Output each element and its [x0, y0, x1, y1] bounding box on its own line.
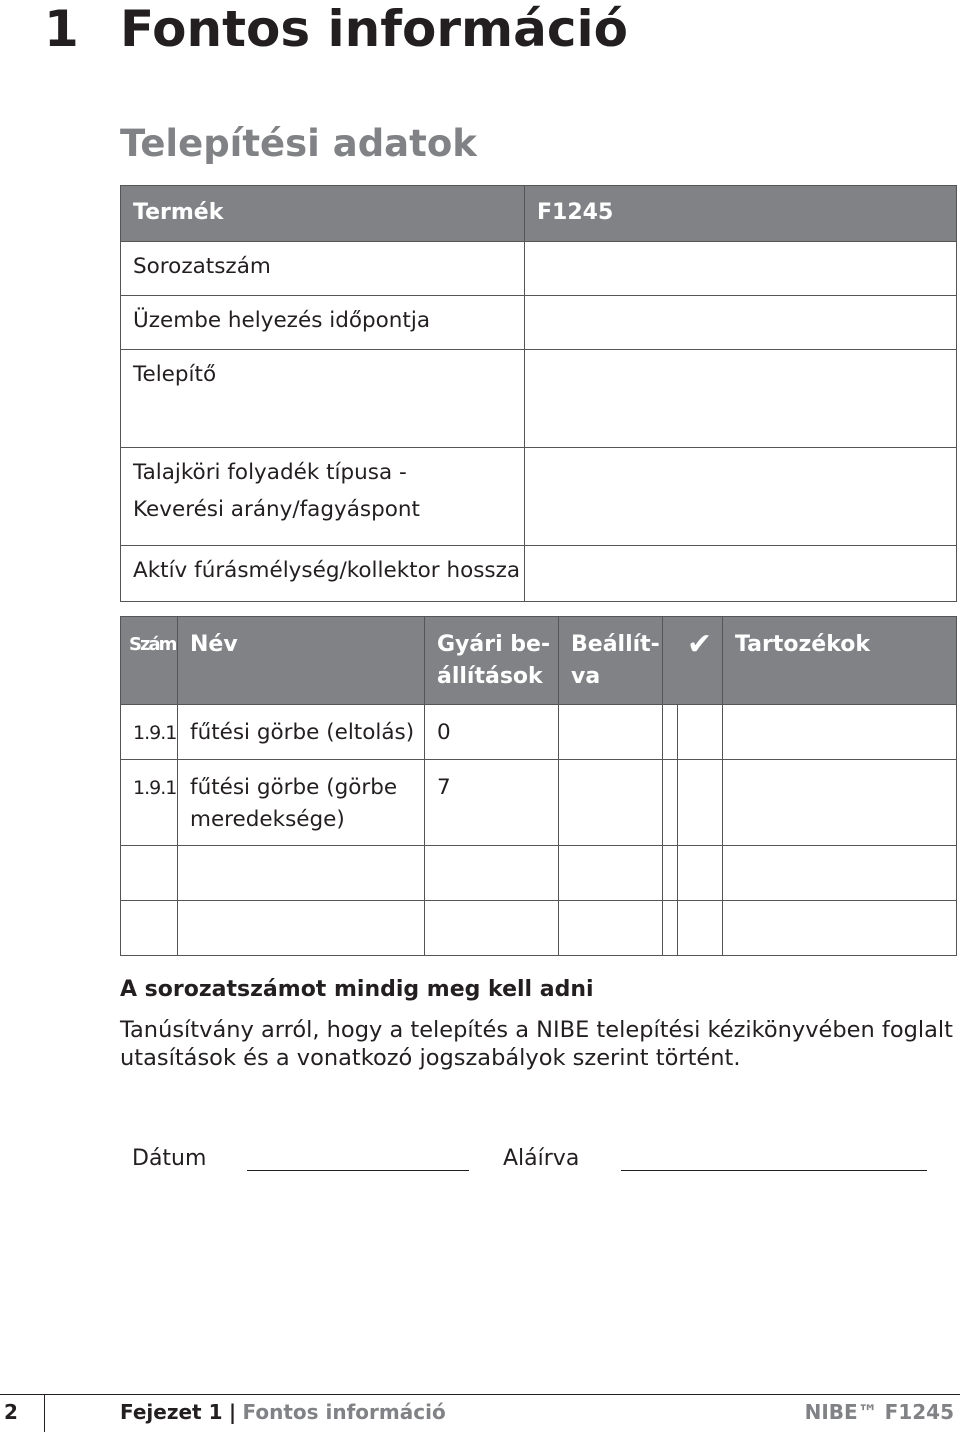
chapter-number: 1	[44, 0, 79, 58]
signature-line[interactable]	[621, 1170, 927, 1171]
date-line[interactable]	[247, 1170, 469, 1171]
setting-set-field[interactable]	[559, 760, 663, 846]
setting-factory-value: 0	[425, 705, 559, 760]
empty-accessory-field[interactable]	[723, 901, 957, 956]
commission-date-field[interactable]	[525, 296, 957, 350]
section-title: Telepítési adatok	[120, 122, 477, 165]
row-label-commission-date: Üzembe helyezés időpontja	[121, 296, 525, 350]
footer-product: NIBE™ F1245	[804, 1400, 954, 1424]
page-title: Fontos információ	[120, 0, 628, 58]
col-header-accessories: Tartozékok	[723, 617, 957, 705]
installation-data-table	[120, 185, 957, 602]
signed-label: Aláírva	[503, 1146, 580, 1171]
footer-divider	[0, 1394, 960, 1395]
empty-check-cell[interactable]	[663, 846, 723, 901]
empty-set-field[interactable]	[559, 846, 663, 901]
mixing-ratio-label: Keverési arány/fagyáspont	[133, 497, 420, 522]
setting-check-cell[interactable]	[663, 705, 723, 760]
settings-table	[120, 616, 957, 956]
setting-check-cell[interactable]	[663, 760, 723, 846]
footer-page-divider	[44, 1394, 45, 1432]
check-mark-icon: ✔	[687, 627, 713, 662]
footer-chapter-label: Fejezet 1	[120, 1400, 223, 1424]
setting-name: fűtési görbe (görbe meredeksége)	[178, 760, 425, 846]
setting-name: fűtési görbe (eltolás)	[178, 705, 425, 760]
col-header-factory: Gyári be- állítások	[425, 617, 559, 705]
brine-type-label: Talajköri folyadék típusa -	[133, 460, 407, 485]
page-number: 2	[4, 1400, 18, 1424]
product-value: F1245	[525, 186, 957, 242]
empty-factory-field[interactable]	[425, 846, 559, 901]
footer-chapter-title: Fontos információ	[242, 1400, 446, 1424]
row-label-installer: Telepítő	[121, 350, 525, 448]
footer-chapter	[120, 1400, 446, 1424]
col-header-check	[663, 617, 723, 705]
serial-required-note: A sorozatszámot mindig meg kell adni	[120, 977, 594, 1002]
setting-number: 1.9.1	[121, 760, 178, 846]
empty-name-field[interactable]	[178, 846, 425, 901]
accessory-field[interactable]	[723, 705, 957, 760]
row-label-serial: Sorozatszám	[121, 242, 525, 296]
accessory-field[interactable]	[723, 760, 957, 846]
setting-number: 1.9.1	[121, 705, 178, 760]
col-header-number: Szám	[121, 617, 178, 705]
row-label-brine	[121, 448, 525, 546]
drill-depth-field[interactable]	[525, 546, 957, 602]
empty-number-field[interactable]	[121, 846, 178, 901]
empty-accessory-field[interactable]	[723, 846, 957, 901]
brine-field[interactable]	[525, 448, 957, 546]
setting-set-field[interactable]	[559, 705, 663, 760]
setting-factory-value: 7	[425, 760, 559, 846]
empty-number-field[interactable]	[121, 901, 178, 956]
row-label-drill-depth: Aktív fúrásmélység/kollektor hossza	[121, 546, 525, 602]
footer-separator: |	[228, 1400, 237, 1424]
date-label: Dátum	[132, 1146, 207, 1171]
col-header-set: Beállít- va	[559, 617, 663, 705]
empty-set-field[interactable]	[559, 901, 663, 956]
col-header-name: Név	[178, 617, 425, 705]
certification-text: Tanúsítvány arról, hogy a telepítés a NIBE telepítési kézikönyvében foglalt utasítások és a vonatkozó jogszabályok szerint történt.	[120, 1017, 953, 1071]
serial-value-field[interactable]	[525, 242, 957, 296]
empty-name-field[interactable]	[178, 901, 425, 956]
empty-factory-field[interactable]	[425, 901, 559, 956]
installer-field[interactable]	[525, 350, 957, 448]
product-label: Termék	[121, 186, 525, 242]
empty-check-cell[interactable]	[663, 901, 723, 956]
